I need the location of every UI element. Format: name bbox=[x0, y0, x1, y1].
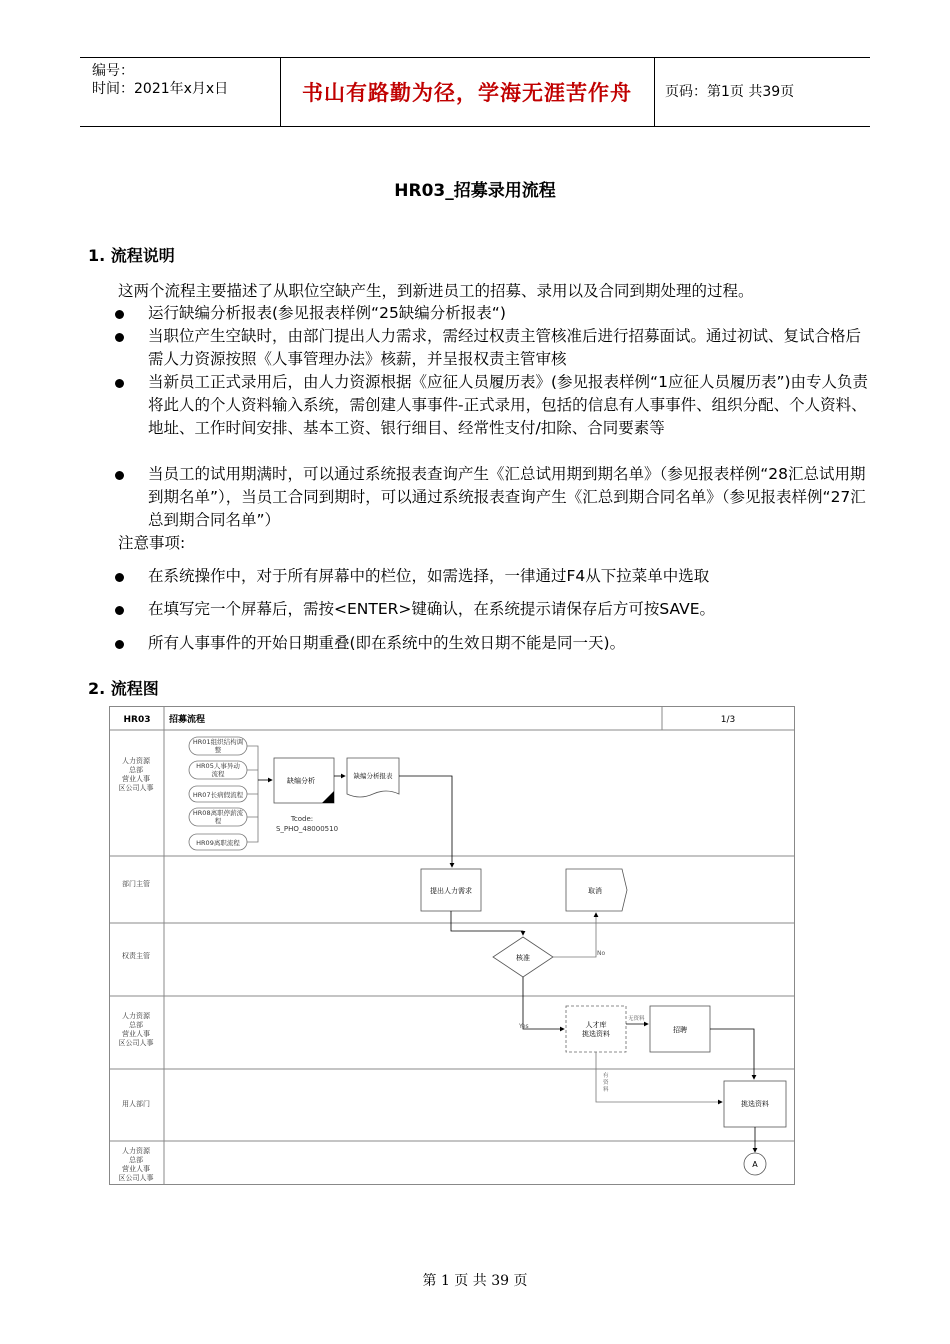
note-item: 在系统操作中，对于所有屏幕中的栏位，如需选择，一律通过F4从下拉菜单中选取 bbox=[148, 565, 870, 588]
has-data-label: 有资料 bbox=[603, 1073, 609, 1093]
tcode-label: Tcode: bbox=[290, 815, 314, 823]
note-item: 所有人事事件的开始日期重叠(即在系统中的生效日期不能是同一天)。 bbox=[148, 632, 870, 655]
page-title: HR03_招募录用流程 bbox=[394, 181, 556, 201]
lane-label: 部门主管 bbox=[122, 880, 150, 888]
input-hr09-label: HR09离职流程 bbox=[196, 839, 240, 847]
flow-page: 1/3 bbox=[720, 715, 736, 725]
number-label: 编号： bbox=[92, 63, 134, 79]
tcode-value: S_PHO_48000510 bbox=[275, 825, 339, 833]
bullet-icon bbox=[115, 471, 124, 480]
connector-a-label: A bbox=[752, 1160, 758, 1169]
bullet-icon bbox=[115, 333, 124, 342]
select-data-label: 挑选资料 bbox=[741, 1100, 769, 1108]
recruit-label: 招聘 bbox=[673, 1026, 687, 1034]
lane-label: 人力资源总部营业人事区公司人事 bbox=[118, 1012, 154, 1047]
bullet-icon bbox=[115, 573, 124, 582]
lane-label: 权责主管 bbox=[122, 952, 150, 960]
section1-intro: 这两个流程主要描述了从职位空缺产生，到新进员工的招募、录用以及合同到期处理的过程。 bbox=[118, 282, 754, 300]
talent-pool-box bbox=[566, 1006, 626, 1052]
bullet-item: 当新员工正式录用后，由人力资源根据《应征人员履历表》(参见报表样例“1应征人员履历表”)由专人负责将此人的个人资料输入系统，需创建人事事件-正式录用，包括的信息有人事事件、组织分配、个人资料、地址、工作时间安排、基本工资、银行细目、经常性支付/扣除、合同要素等 bbox=[148, 371, 870, 440]
talent-pool-label: 人才库挑选资料 bbox=[582, 1021, 610, 1038]
flowchart bbox=[109, 706, 796, 1186]
bullet-icon bbox=[115, 379, 124, 388]
bullet-item: 当员工的试用期满时，可以通过系统报表查询产生《汇总试用期到期名单》（参见报表样例“28汇总试用期到期名单”），当员工合同到期时，可以通过系统报表查询产生《汇总到期合同名单》（参见报表样例“27汇总到期合同名单”） bbox=[148, 463, 870, 532]
shortage-report-label: 缺编分析报表 bbox=[353, 772, 393, 780]
motto: 书山有路勤为径，学海无涯苦作舟 bbox=[302, 81, 632, 105]
header-meta bbox=[80, 58, 281, 126]
lane-label: 人力资源总部营业人事区公司人事 bbox=[118, 757, 154, 792]
bullet-icon bbox=[115, 606, 124, 615]
input-hr01-label: HR01组织结构调整 bbox=[192, 738, 244, 754]
shortage-analysis-label: 缺编分析 bbox=[287, 777, 315, 785]
document-header bbox=[80, 57, 870, 127]
input-hr07-label: HR07长病假流程 bbox=[192, 791, 244, 799]
section1-heading: 1. 流程说明 bbox=[88, 246, 175, 265]
page-footer: 第 1 页 共 39 页 bbox=[422, 1273, 528, 1289]
no-label: No bbox=[597, 950, 606, 957]
bullet-item: 当职位产生空缺时，由部门提出人力需求，需经过权责主管核准后进行招募面试。通过初试、复试合格后需人力资源按照《人事管理办法》核薪，并呈报权责主管审核 bbox=[148, 325, 870, 371]
bullet-item: 运行缺编分析报表(参见报表样例“25缺编分析报表“) bbox=[148, 302, 868, 325]
notes-label: 注意事项: bbox=[118, 534, 186, 552]
section2-heading: 2. 流程图 bbox=[88, 679, 159, 698]
header-page-cell bbox=[655, 58, 870, 126]
note-item: 在填写完一个屏幕后，需按<ENTER>键确认，在系统提示请保存后方可按SAVE。 bbox=[148, 598, 870, 621]
bullet-icon bbox=[115, 640, 124, 649]
flow-name: 招募流程 bbox=[169, 715, 206, 725]
request-label: 提出人力需求 bbox=[430, 887, 472, 895]
lane-label: 人力资源总部营业人事区公司人事 bbox=[118, 1147, 154, 1182]
bullet-icon bbox=[115, 310, 124, 319]
input-hr08-label: HR08离职停薪流程 bbox=[192, 809, 244, 825]
flow-code: HR03 bbox=[123, 715, 151, 725]
page-label: 页码：第1页 共39页 bbox=[665, 84, 795, 100]
approve-label: 核准 bbox=[516, 954, 530, 962]
yes-label: Yes bbox=[519, 1023, 529, 1030]
header-motto-cell bbox=[280, 58, 655, 126]
date-label: 时间：2021年x月x日 bbox=[92, 81, 229, 97]
cancel-label: 取消 bbox=[588, 887, 602, 895]
no-data-label: 无资料 bbox=[628, 1016, 645, 1022]
input-hr05-label: HR05人事异动流程 bbox=[196, 762, 240, 778]
lane-label: 用人部门 bbox=[122, 1100, 150, 1108]
